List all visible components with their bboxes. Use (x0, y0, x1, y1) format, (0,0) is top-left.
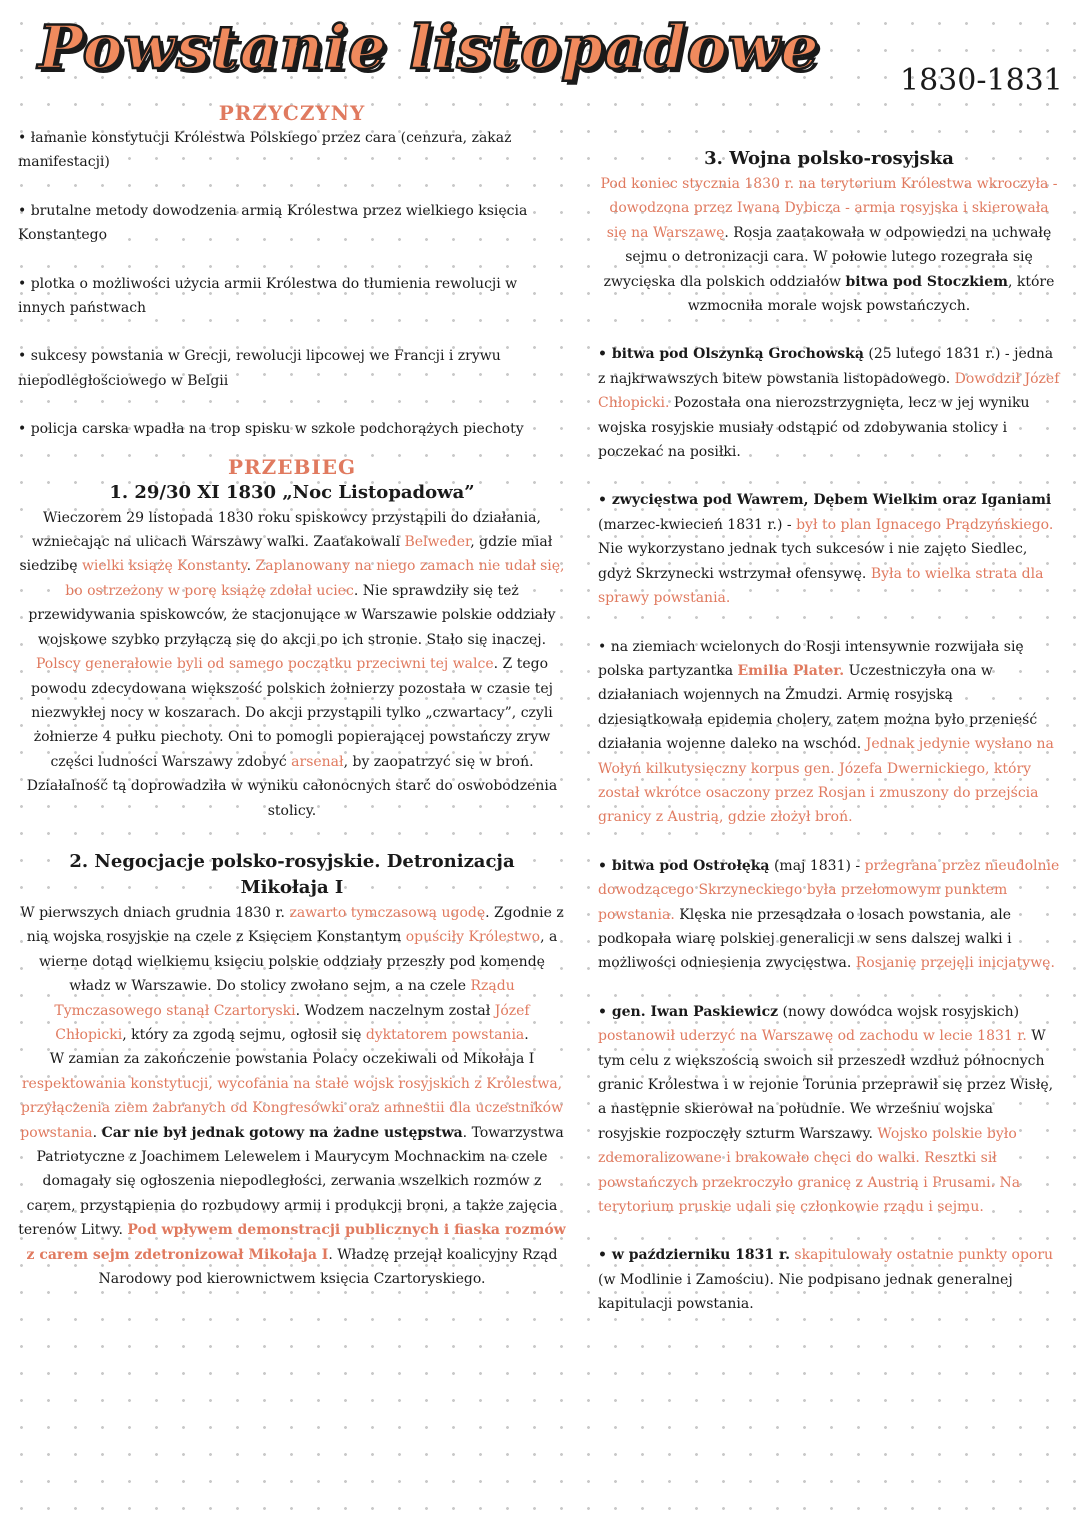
plater-item: • na ziemiach wcielonych do Rosji intensywnie rozwijała się polska partyzantka Emilia Plater. Uczestniczyła ona w działaniach wojennych na Żmudzi. Armię rosyjską dziesiątkowała epidemia cholery, zatem można było przenieść działania wojenne daleko na wschód. Jednak jedynie wysłano na Wołyń kilkutysięczny korpus gen. Józefa Dwernickiego, który został wkrótce osaczony przez Rosjan i zmuszony do przejścia granicy z Austrią, gdzie złożył broń. (598, 638, 1054, 826)
capitulation-item: • w październiku 1831 r. skapitulowały ostatnie punkty oporu (w Modlinie i Zamościu). Nie podpisano jednak generalnej kapitulacji powstania. (598, 1247, 1054, 1313)
causes-heading: PRZYCZYNY (218, 101, 366, 125)
section-2-heading: 2. Negocjacje polsko-rosyjskie. Detronizacja Mikołaja I (69, 850, 515, 898)
years-label: 1830-1831 (900, 63, 1063, 98)
section-3-text: Pod koniec stycznia 1830 r. na terytorium Królestwa wkroczyła - dowodzona przez Iwana Dybicza - armia rosyjska i skierowała się na Warszawę. Rosja zaatakowała w odpowiedzi na uchwałę sejmu o detronizacji cara. W połowie lutego rozegrała się zwycięska dla polskich oddziałów bitwa pod Stoczkiem, które wzmocniła morale wojsk powstańczych. (600, 176, 1058, 315)
section-1-text: Wieczorem 29 listopada 1830 roku spiskowcy przystąpili do działania, wzniecając na ulicach Warszawy walki. Zaatakowali Belweder, gdzie miał siedzibę wielki książę Konstanty. Zaplanowany na niego zamach nie udał się, bo ostrzeżony w porę książę zdołał uciec. Nie sprawdziły się też przewidywania spiskowców, że stacjonujące w Warszawie polskie oddziały wojskowe szybko przyłączą się do akcji po ich stronie. Stało się inaczej. Polscy generałowie byli od samego początku przeciwni tej walce. Z tego powodu zdecydowana większość polskich żołnierzy pozostała w czasie tej niezwykłej nocy w koszarach. Do akcji przystąpili tylko „czwartacy”, czyli żołnierze 4 pułku piechoty. Oni to pomogli popierającej powstańczy zryw części ludności Warszawy zdobyć arsenał, by zaopatrzyć się w broń. Działalność tą doprowadziła w wyniku całonocnych starć do oswobodzenia stolicy. (19, 509, 565, 819)
cause-item: • sukcesy powstania w Grecji, rewolucji lipcowej we Francji i zrywu niepodległościowego w Belgii (18, 348, 501, 389)
battles-wawer-item: • zwycięstwa pod Wawrem, Dębem Wielkim oraz Iganiami (marzec-kwiecień 1831 r.) - był to plan Ignacego Prądzyńskiego. Nie wykorzystano jednak tych sukcesów i nie zajęto Siedlec, gdyż Skrzynecki wstrzymał ofensywę. Była to wielka strata dla sprawy powstania. (598, 492, 1054, 607)
battle-ostroleka-item: • bitwa pod Ostrołęką (maj 1831) - przegrana przez nieudolnie dowodzącego Skrzyneckiego była przełomowym punktem powstania. Klęska nie przesądzała o losach powstania, ale podkopała wiarę polskiej generalicji w sens dalszej walki i możliwości odniesienia zwycięstwa. Rosjanie przejęli inicjatywę. (598, 857, 1060, 972)
cause-item: • policja carska wpadła na trop spisku w szkole podchorążych piechoty (18, 421, 524, 438)
cause-item: • plotka o możliwości użycia armii Królestwa do tłumienia rewolucji w innych państwach (18, 275, 518, 317)
paskiewicz-item: • gen. Iwan Paskiewicz (nowy dowódca wojsk rosyjskich) postanowił uderzyć na Warszawę od zachodu w lecie 1831 r. W tym celu z większością swoich sił przeszedł wzdłuż północnych granic Królestwa i w rejonie Torunia przeprawił się przez Wisłę, a następnie skierował na południe. We wrześniu wojska rosyjskie rozpoczęły szturm Warszawy. Wojsko polskie było zdemoralizowane i brakowało chęci do walki. Resztki sił powstańczych przekroczyło granicę z Austrią i Prusami. Na terytorium pruskie udali się członkowie rządu i sejmu. (598, 1003, 1054, 1216)
cause-item: • łamanie konstytucji Królestwa Polskiego przez cara (cenzura, zakaz manifestacji) (18, 130, 512, 171)
causes-list (18, 126, 566, 442)
battle-grochow-item: • bitwa pod Olszynką Grochowską (25 lutego 1831 r.) - jedna z najkrwawszych bitew powstania listopadowego. Dowodził Józef Chłopicki. Pozostała ona nierozstrzygnięta, lecz w jej wyniku wojska rosyjskie musiały odstąpić od zdobywania stolicy i poczekać na posiłki. (598, 346, 1060, 461)
course-heading: PRZEBIEG (227, 454, 357, 479)
section-2-paragraph-1: W pierwszych dniach grudnia 1830 r. zawarto tymczasową ugodę. Zgodnie z nią wojska rosyjskie na czele z Księciem Konstantym opuściły Królestwo, a wierne dotąd wielkiemu księciu polskie oddziały przeszły pod komendę władz w Warszawie. Do stolicy zwołano sejm, a na czele Rządu Tymczasowego stanął Czartoryski. Wodzem naczelnym został Józef Chłopicki, który za zgodą sejmu, ogłosił się dyktatorem powstania. (20, 904, 564, 1043)
right-column (598, 146, 1060, 1341)
section-1-heading: 1. 29/30 XI 1830 „Noc Listopadowa” (109, 481, 475, 503)
page-title: Powstanie listopadowe (38, 13, 820, 83)
section-2-paragraph-2: W zamian za zakończenie powstania Polacy oczekiwali od Mikołaja I respektowania konstytucji, wycofania na stałe wojsk rosyjskich z Królestwa, przyłączenia ziem zabranych od Kongresówki oraz amnestii dla uczestników powstania. Car nie był jednak gotowy na żadne ustępstwa. Towarzystwa Patriotyczne z Joachimem Lelewelem i Maurycym Mochnackim na czele domagały się ogłoszenia niepodległości, zerwania wszelkich rozmów z carem, przystąpienia do rozbudowy armii i produkcji broni, a także zajęcia terenów Litwy. Pod wpływem demonstracji publicznych i fiaska rozmów z carem sejm zdetronizował Mikołaja I. Władzę przejął koalicyjny Rząd Narodowy pod kierownictwem księcia Czartoryskiego. (18, 1051, 566, 1288)
cause-item: • brutalne metody dowodzenia armią Królestwa przez wielkiego księcia Konstantego (18, 202, 528, 244)
left-column (18, 100, 566, 1291)
section-3-heading: 3. Wojna polsko-rosyjska (704, 148, 954, 169)
